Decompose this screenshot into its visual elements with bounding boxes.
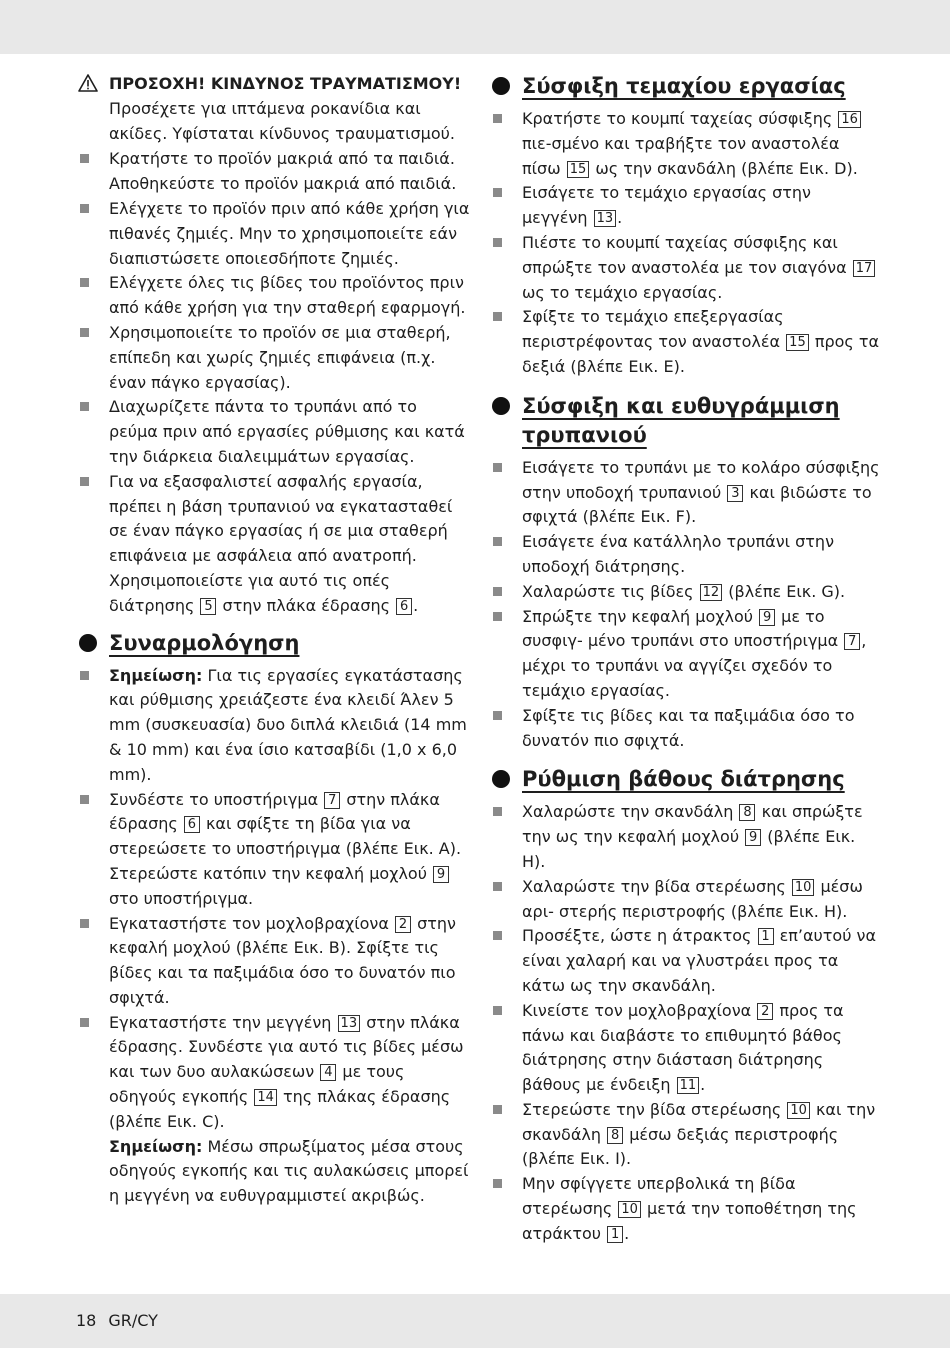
part-number: 10 <box>618 1201 641 1218</box>
left-column <box>78 72 470 1209</box>
list-item: Χρησιμοποιείτε το προϊόν σε μια σταθερή, επίπεδη και χωρίς ζημιές επιφάνεια (π.χ. έναν πάγκο εργασίας). <box>78 321 470 395</box>
list-item: Εισάγετε ένα κατάλληλο τρυπάνι στην υποδοχή διάτρησης. <box>491 530 881 580</box>
list-item: Εγκαταστήστε τον μοχλοβραχίονα 2 στην κεφαλή μοχλού (βλέπε Εικ. B). Σφίξτε τις βίδες και τα παξιμάδια όσο το δυνατόν πιο σφιχτά. <box>78 912 470 1011</box>
section-heading-align: Σύσφιξη και ευθυγράμμιση τρυπανιού <box>491 392 881 450</box>
note-paragraph: Σημείωση: Μέσω σπρωξίματος μέσα στους οδηγούς εγκοπής και τις αυλακώσεις μπορεί η μεγγένη να ευθυγραμμιστεί ακριβώς. <box>109 1136 469 1206</box>
part-number: 11 <box>677 1077 700 1094</box>
bullet-square-icon <box>80 795 89 804</box>
list-item: Εγκαταστήστε την μεγγένη 13 στην πλάκα έδρασης. Συνδέστε για αυτό τις βίδες μέσω και των δυο αυλακώσεων 4 με τους οδηγούς εγκοπής 14 της πλάκας έδρασης (βλέπε Εικ. C). <box>78 1011 470 1135</box>
list-item: Ελέγχετε όλες τις βίδες του προϊόντος πριν από κάθε χρήση για την σταθερή εφαρμογή. <box>78 271 470 321</box>
page-number: 18 <box>76 1311 97 1330</box>
list-item: Κρατήστε το προϊόν μακριά από τα παιδιά. Αποθηκεύστε το προϊόν μακριά από παιδιά. <box>78 147 470 197</box>
list-item: Συνδέστε το υποστήριγμα 7 στην πλάκα έδρασης 6 και σφίξτε τη βίδα για να στερεώσετε το υποστήριγμα (βλέπε Εικ. A). Στερεώστε κατόπιν την κεφαλή μοχλού 9 στο υποστήριγμα. <box>78 788 470 912</box>
part-number: 12 <box>700 584 723 601</box>
part-number: 7 <box>324 792 340 809</box>
bullet-square-icon <box>493 711 502 720</box>
bullet-square-icon <box>493 612 502 621</box>
part-number: 13 <box>594 210 617 227</box>
list-item: Προσέξτε, ώστε η άτρακτος 1 επ’αυτού να είναι χαλαρή και να γλυστράει προς τα κάτω ως την σκανδάλη. <box>491 924 881 998</box>
part-number: 9 <box>745 829 761 846</box>
list-item: Στερεώστε την βίδα στερέωσης 10 και την σκανδάλη 8 μέσω δεξιάς περιστροφής (βλέπε Εικ. I). <box>491 1098 881 1172</box>
list-item: Ελέγχετε το προϊόν πριν από κάθε χρήση για πιθανές ζημιές. Μην το χρησιμοποιείτε εάν διαπιστώσετε οποιεσδήποτε ζημιές. <box>78 197 470 271</box>
section-heading-depth: Ρύθμιση βάθους διάτρησης <box>491 765 881 794</box>
list-item: Χαλαρώστε τις βίδες 12 (βλέπε Εικ. G). <box>491 580 881 605</box>
list-item: Χαλαρώστε την βίδα στερέωσης 10 μέσω αρι- στερής περιστροφής (βλέπε Εικ. H). <box>491 875 881 925</box>
list-item: Σημείωση: Για τις εργασίες εγκατάστασης και ρύθμισης χρειάζεστε ένα κλειδί Άλεν 5 mm (συσκευασία) δυο διπλά κλειδιά (14 mm & 10 mm) και ένα ίσιο κατσαβίδι (1,0 x 6,0 mm). <box>78 664 470 788</box>
part-number: 10 <box>792 879 815 896</box>
list-item: Χαλαρώστε την σκανδάλη 8 και σπρώξτε την ως την κεφαλή μοχλού 9 (βλέπε Εικ. H). <box>491 800 881 874</box>
bullet-square-icon <box>80 154 89 163</box>
language-code: GR/CY <box>108 1311 158 1330</box>
list-item: Σπρώξτε την κεφαλή μοχλού 9 με το συσφιγ- μένο τρυπάνι στο υποστήριγμα 7 , μέχρι το τρυπάνι να αγγίζει σχεδόν το τεμάχιο εργασίας. <box>491 605 881 704</box>
part-number: 8 <box>739 804 755 821</box>
bullet-square-icon <box>493 188 502 197</box>
part-number: 14 <box>254 1089 277 1106</box>
bullet-square-icon <box>493 537 502 546</box>
part-number: 3 <box>727 485 743 502</box>
part-number: 5 <box>200 598 216 615</box>
part-number: 9 <box>433 866 449 883</box>
bullet-square-icon <box>493 882 502 891</box>
list-item: Σφίξτε τις βίδες και τα παξιμάδια όσο το δυνατόν πιο σφιχτά. <box>491 704 881 754</box>
bullet-square-icon <box>80 328 89 337</box>
list-item: Κινείστε τον μοχλοβραχίονα 2 προς τα πάνω και διαβάστε το επιθυμητό βάθος διάτρησης στην διάσταση διάτρησης βάθους με ένδειξη 11 . <box>491 999 881 1098</box>
bullet-square-icon <box>80 402 89 411</box>
warning-block <box>78 72 470 146</box>
part-number: 16 <box>838 111 861 128</box>
bullet-square-icon <box>80 204 89 213</box>
bullet-square-icon <box>80 919 89 928</box>
list-item: Εισάγετε το τεμάχιο εργασίας στην μεγγένη 13 . <box>491 181 881 231</box>
part-number: 1 <box>758 928 774 945</box>
bullet-square-icon <box>493 114 502 123</box>
bullet-square-icon <box>493 587 502 596</box>
warning-title: ΠΡΟΣΟΧΗ! ΚΙΝΔΥΝΟΣ ΤΡΑΥΜΑΤΙΣΜΟΥ! <box>109 74 462 93</box>
part-number: 2 <box>395 916 411 933</box>
part-number: 6 <box>396 598 412 615</box>
part-number: 7 <box>844 633 860 650</box>
part-number: 9 <box>759 609 775 626</box>
bullet-square-icon <box>493 807 502 816</box>
list-item: Πιέστε το κουμπί ταχείας σύσφιξης και σπρώξτε τον αναστολέα με τον σιαγόνα 17 ως το τεμάχιο εργασίας. <box>491 231 881 305</box>
bullet-square-icon <box>493 463 502 472</box>
list-item: Διαχωρίζετε πάντα το τρυπάνι από το ρεύμα πριν από εργασίες ρύθμισης και κατά την διάρκεια διαλειμμάτων εργασίας. <box>78 395 470 469</box>
list-item: Σφίξτε το τεμάχιο επεξεργασίας περιστρέφοντας τον αναστολέα 15 προς τα δεξιά (βλέπε Εικ. E). <box>491 305 881 379</box>
list-item: Εισάγετε το τρυπάνι με το κολάρο σύσφιξης στην υποδοχή τρυπανιού 3 και βιδώστε το σφιχτά (βλέπε Εικ. F). <box>491 456 881 530</box>
right-column <box>491 72 881 1247</box>
bullet-square-icon <box>80 1018 89 1027</box>
warning-text: Προσέχετε για ιπτάμενα ροκανίδια και ακίδες. Υφίσταται κίνδυνος τραυματισμού. <box>109 98 455 143</box>
section-heading-clamp: Σύσφιξη τεμαχίου εργασίας <box>491 72 881 101</box>
list-item: Μην σφίγγετε υπερβολικά τη βίδα στερέωσης 10 μετά την τοποθέτηση της ατράκτου 1 . <box>491 1172 881 1246</box>
bullet-square-icon <box>493 1006 502 1015</box>
bullet-square-icon <box>493 1179 502 1188</box>
part-number: 6 <box>184 816 200 833</box>
bullet-square-icon <box>80 278 89 287</box>
part-number: 17 <box>853 260 876 277</box>
section-dot-icon <box>492 397 510 415</box>
part-number: 15 <box>567 161 590 178</box>
part-number: 1 <box>607 1226 623 1243</box>
part-number: 13 <box>338 1015 361 1032</box>
bullet-square-icon <box>493 312 502 321</box>
part-number: 8 <box>607 1127 623 1144</box>
list-item: Για να εξασφαλιστεί ασφαλής εργασία, πρέπει η βάση τρυπανιού να εγκατασταθεί σε έναν πάγκο εργασίας ή σε μια σταθερή επιφάνεια με ασφάλεια από ανατροπή. Χρησιμοποιείστε για αυτό τις οπές διάτρησης 5 στην πλάκα έδρασης 6 . <box>78 470 470 619</box>
section-heading-assembly: Συναρμολόγηση <box>78 629 470 658</box>
part-number: 4 <box>320 1064 336 1081</box>
part-number: 15 <box>786 334 809 351</box>
warning-triangle-icon <box>78 74 98 92</box>
section-dot-icon <box>492 770 510 788</box>
bullet-square-icon <box>493 1105 502 1114</box>
part-number: 10 <box>787 1102 810 1119</box>
page-footer <box>76 1311 170 1330</box>
section-dot-icon <box>492 77 510 95</box>
section-dot-icon <box>79 634 97 652</box>
bullet-square-icon <box>493 238 502 247</box>
top-band <box>0 0 950 54</box>
bullet-square-icon <box>80 671 89 680</box>
part-number: 2 <box>757 1003 773 1020</box>
list-item: Κρατήστε το κουμπί ταχείας σύσφιξης 16 πιε-σμένο και τραβήξτε τον αναστολέα πίσω 15 ως την σκανδάλη (βλέπε Εικ. D). <box>491 107 881 181</box>
bullet-square-icon <box>80 477 89 486</box>
bullet-square-icon <box>493 931 502 940</box>
